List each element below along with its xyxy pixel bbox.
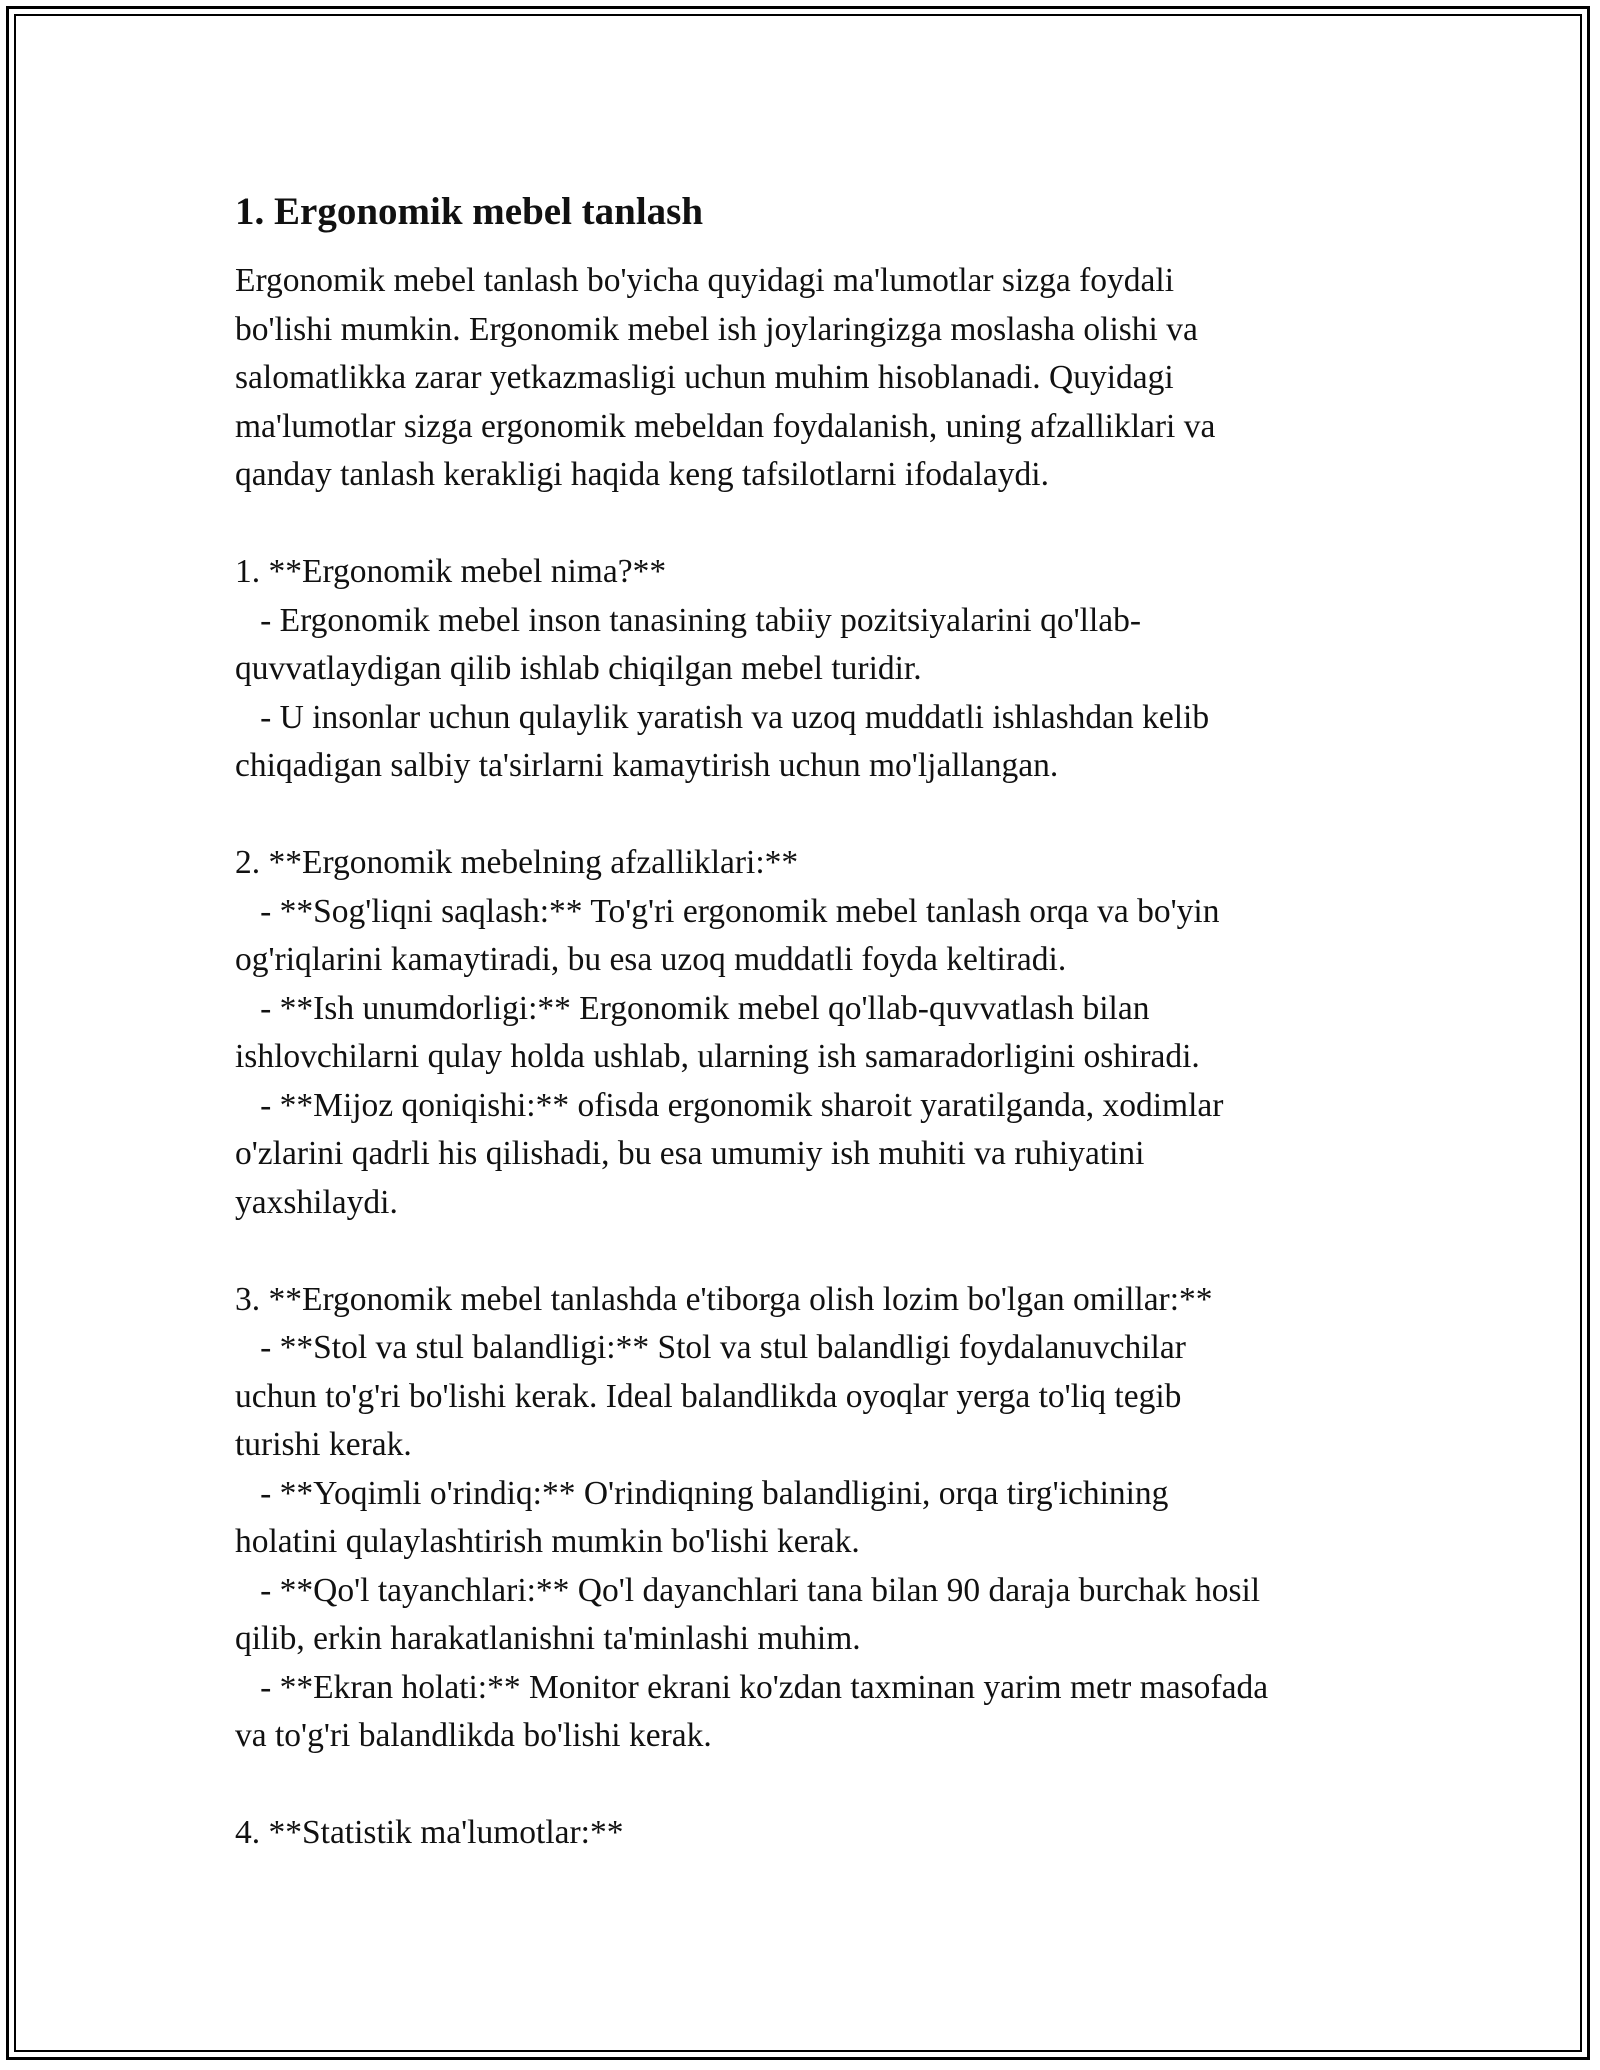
section-3-line: uchun to'g'ri bo'lishi kerak. Ideal balandlikda oyoqlar yerga to'liq tegib [235,1377,1182,1415]
intro-line: ma'lumotlar sizga ergonomik mebeldan foydalanish, uning afzalliklari va [235,407,1216,445]
section-3-line: holatini qulaylashtirish mumkin bo'lishi kerak. [235,1523,860,1560]
section-4-title: 4. **Statistik ma'lumotlar:** [235,1814,624,1851]
section-3-line: - **Qo'l tayanchlari:** Qo'l dayanchlari tana bilan 90 daraja burchak hosil [235,1571,1261,1609]
section-3-line: turishi kerak. [235,1426,412,1463]
section-3-title: 3. **Ergonomik mebel tanlashda e'tiborga olish lozim bo'lgan omillar:** [235,1280,1213,1318]
section-3-line: va to'g'ri balandlikda bo'lishi kerak. [235,1717,712,1754]
intro-line: Ergonomik mebel tanlash bo'yicha quyidagi ma'lumotlar sizga foydali [235,262,1174,299]
intro-line: salomatlikka zarar yetkazmasligi uchun muhim hisoblanadi. Quyidagi [235,359,1174,396]
paragraph-gap [235,791,1385,840]
section-3-line: - **Stol va stul balandligi:** Stol va stul balandligi foydalanuvchilar [235,1329,1186,1366]
section-3-line: qilib, erkin harakatlanishni ta'minlashi muhim. [235,1620,861,1657]
intro-line: bo'lishi mumkin. Ergonomik mebel ish joylaringizga moslasha olishi va [235,310,1198,348]
paragraph-gap [235,500,1385,549]
section-2-title: 2. **Ergonomik mebelning afzalliklari:** [235,844,799,881]
section-2-line: - **Ish unumdorligi:** Ergonomik mebel qo'llab-quvvatlash bilan [235,989,1150,1027]
section-1-line: quvvatlaydigan qilib ishlab chiqilgan mebel turidir. [235,650,922,687]
section-2-line: - **Sog'liqni saqlash:** To'g'ri ergonomik mebel tanlash orqa va bo'yin [235,892,1220,930]
intro-line: qanday tanlash kerakligi haqida keng tafsilotlarni ifodalaydi. [235,456,1049,493]
section-1-line: - U insonlar uchun qulaylik yaratish va uzoq muddatli ishlashdan kelib [235,698,1210,736]
section-2-line: yaxshilaydi. [235,1183,398,1221]
section-1-line: - Ergonomik mebel inson tanasining tabiiy pozitsiyalarini qo'llab- [235,601,1142,639]
document-heading: 1. Ergonomik mebel tanlash [235,190,704,233]
section-3-line: - **Ekran holati:** Monitor ekrani ko'zdan taxminan yarim metr masofada [235,1668,1269,1706]
section-3-line: - **Yoqimli o'rindiq:** O'rindiqning balandligini, orqa tirg'ichining [235,1474,1169,1512]
section-2-line: - **Mijoz qoniqishi:** ofisda ergonomik sharoit yaratilganda, xodimlar [235,1086,1224,1124]
section-2-line: ishlovchilarni qulay holda ushlab, ularning ish samaradorligini oshiradi. [235,1038,1200,1075]
section-2-line: o'zlarini qadrli his qilishadi, bu esa umumiy ish muhiti va ruhiyatini [235,1135,1145,1172]
section-1-line: chiqadigan salbiy ta'sirlarni kamaytirish uchun mo'ljallangan. [235,747,1059,784]
intro-paragraph [235,257,1385,1858]
section-1-title: 1. **Ergonomik mebel nima?** [235,553,667,590]
section-2-line: og'riqlarini kamaytiradi, bu esa uzoq muddatli foyda keltiradi. [235,941,1067,978]
paragraph-gap [235,1761,1385,1810]
document-body [235,188,1385,1858]
paragraph-gap [235,1227,1385,1276]
